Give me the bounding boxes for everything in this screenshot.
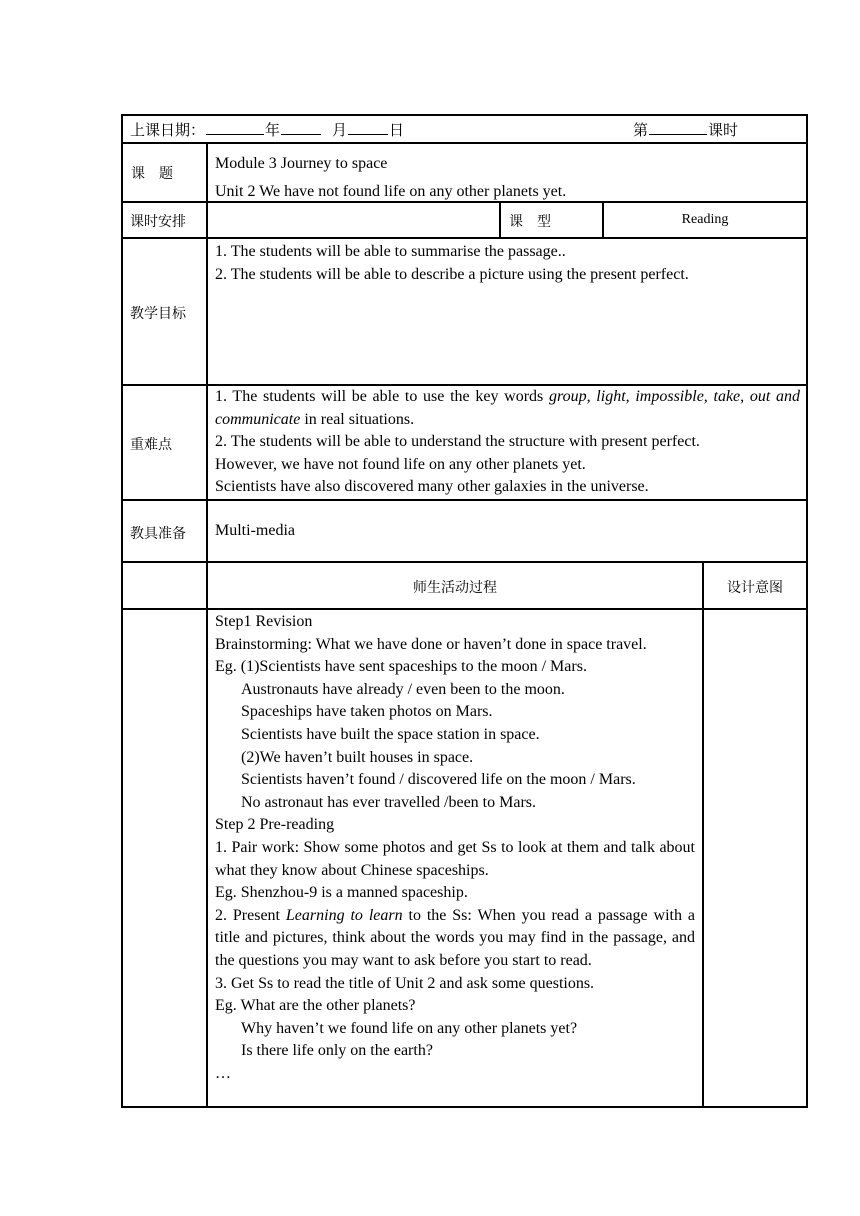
get-ss-item: 3. Get Ss to read the title of Unit 2 and ask some questions. bbox=[215, 974, 595, 992]
table-border-left bbox=[121, 114, 123, 1108]
process-content bbox=[215, 611, 695, 1085]
question-line: Is there life only on the earth? bbox=[241, 1042, 433, 1060]
objective-item: 1. The students will be able to summarise the passage.. bbox=[215, 243, 566, 260]
step2-title: Step 2 Pre-reading bbox=[215, 816, 335, 834]
present-item: 2. Present Learning to learn to the Ss: When you read a passage with a title and pictures, think about the words you may find in the passage, and the questions you may want to ask before you start to read. bbox=[215, 906, 695, 969]
month-label: 月 bbox=[332, 121, 348, 139]
example-line: Eg. (1)Scientists have sent spaceships to the moon / Mars. bbox=[215, 658, 587, 676]
design-header: 设计意图 bbox=[727, 580, 783, 596]
row-divider bbox=[121, 561, 808, 563]
example-line: Spaceships have taken photos on Mars. bbox=[241, 703, 493, 721]
topic-label: 课 题 bbox=[131, 166, 173, 182]
table-border-top bbox=[121, 114, 808, 116]
lesson-type-label: 课 型 bbox=[509, 214, 551, 230]
ellipsis: … bbox=[215, 1064, 231, 1082]
brainstorm-line: Brainstorming: What we have done or haven’t done in space travel. bbox=[215, 635, 647, 653]
topic-module: Module 3 Journey to space bbox=[215, 155, 388, 172]
activity-header: 师生活动过程 bbox=[413, 580, 497, 596]
table-border-bottom bbox=[121, 1106, 808, 1108]
column-divider bbox=[499, 201, 501, 239]
day-label: 日 bbox=[389, 121, 405, 139]
step1-title: Step1 Revision bbox=[215, 613, 313, 630]
objectives-content bbox=[215, 241, 800, 286]
month-blank bbox=[281, 118, 321, 135]
example-line: Scientists have built the space station in space. bbox=[241, 725, 540, 743]
year-blank bbox=[206, 118, 264, 135]
key-point-item: 1. The students will be able to use the key words group, light, impossible, take, out and communicate in real situations. bbox=[215, 388, 801, 428]
materials-label: 教具准备 bbox=[130, 526, 186, 542]
topic-unit: Unit 2 We have not found life on any other planets yet. bbox=[215, 183, 567, 200]
example-line: No astronaut has ever travelled /been to Mars. bbox=[241, 793, 537, 811]
pair-work-item: 1. Pair work: Show some photos and get Ss to look at them and talk about what they know about Chinese spaceships. bbox=[215, 838, 695, 879]
key-point-example: However, we have not found life on any other planets yet. bbox=[215, 455, 586, 473]
objective-item: 2. The students will be able to describe a picture using the present perfect. bbox=[215, 265, 689, 283]
column-divider bbox=[702, 561, 704, 1108]
question-line: Why haven’t we found life on any other planets yet? bbox=[241, 1019, 578, 1037]
column-divider bbox=[206, 142, 208, 1108]
schedule-label: 课时安排 bbox=[130, 214, 186, 230]
key-point-item: 2. The students will be able to understand the structure with present perfect. bbox=[215, 433, 700, 451]
example-line: (2)We haven’t built houses in space. bbox=[241, 748, 474, 766]
example-line: Scientists haven’t found / discovered life on the moon / Mars. bbox=[241, 771, 636, 789]
row-divider bbox=[121, 142, 808, 144]
objectives-label: 教学目标 bbox=[130, 306, 186, 322]
key-point-example: Scientists have also discovered many other galaxies in the universe. bbox=[215, 478, 649, 496]
materials-value: Multi-media bbox=[215, 522, 295, 539]
key-points-content bbox=[215, 386, 800, 499]
period-prefix: 第 bbox=[633, 121, 649, 139]
example-line: Austronauts have already / even been to the moon. bbox=[241, 680, 565, 698]
date-label: 上课日期： bbox=[130, 121, 206, 139]
year-label: 年 bbox=[265, 121, 281, 139]
date-row bbox=[130, 118, 800, 140]
table-border-right bbox=[806, 114, 808, 1108]
row-divider bbox=[121, 499, 808, 501]
example-line: Eg. Shenzhou-9 is a manned spaceship. bbox=[215, 884, 468, 902]
row-divider bbox=[121, 237, 808, 239]
lesson-type-value: Reading bbox=[681, 212, 729, 227]
topic-content bbox=[215, 150, 800, 206]
example-line: Eg. What are the other planets? bbox=[215, 997, 416, 1015]
day-blank bbox=[348, 118, 388, 135]
key-points-label: 重难点 bbox=[130, 437, 172, 453]
period-blank bbox=[649, 118, 707, 135]
row-divider bbox=[121, 608, 808, 610]
period-suffix: 课时 bbox=[708, 121, 739, 139]
